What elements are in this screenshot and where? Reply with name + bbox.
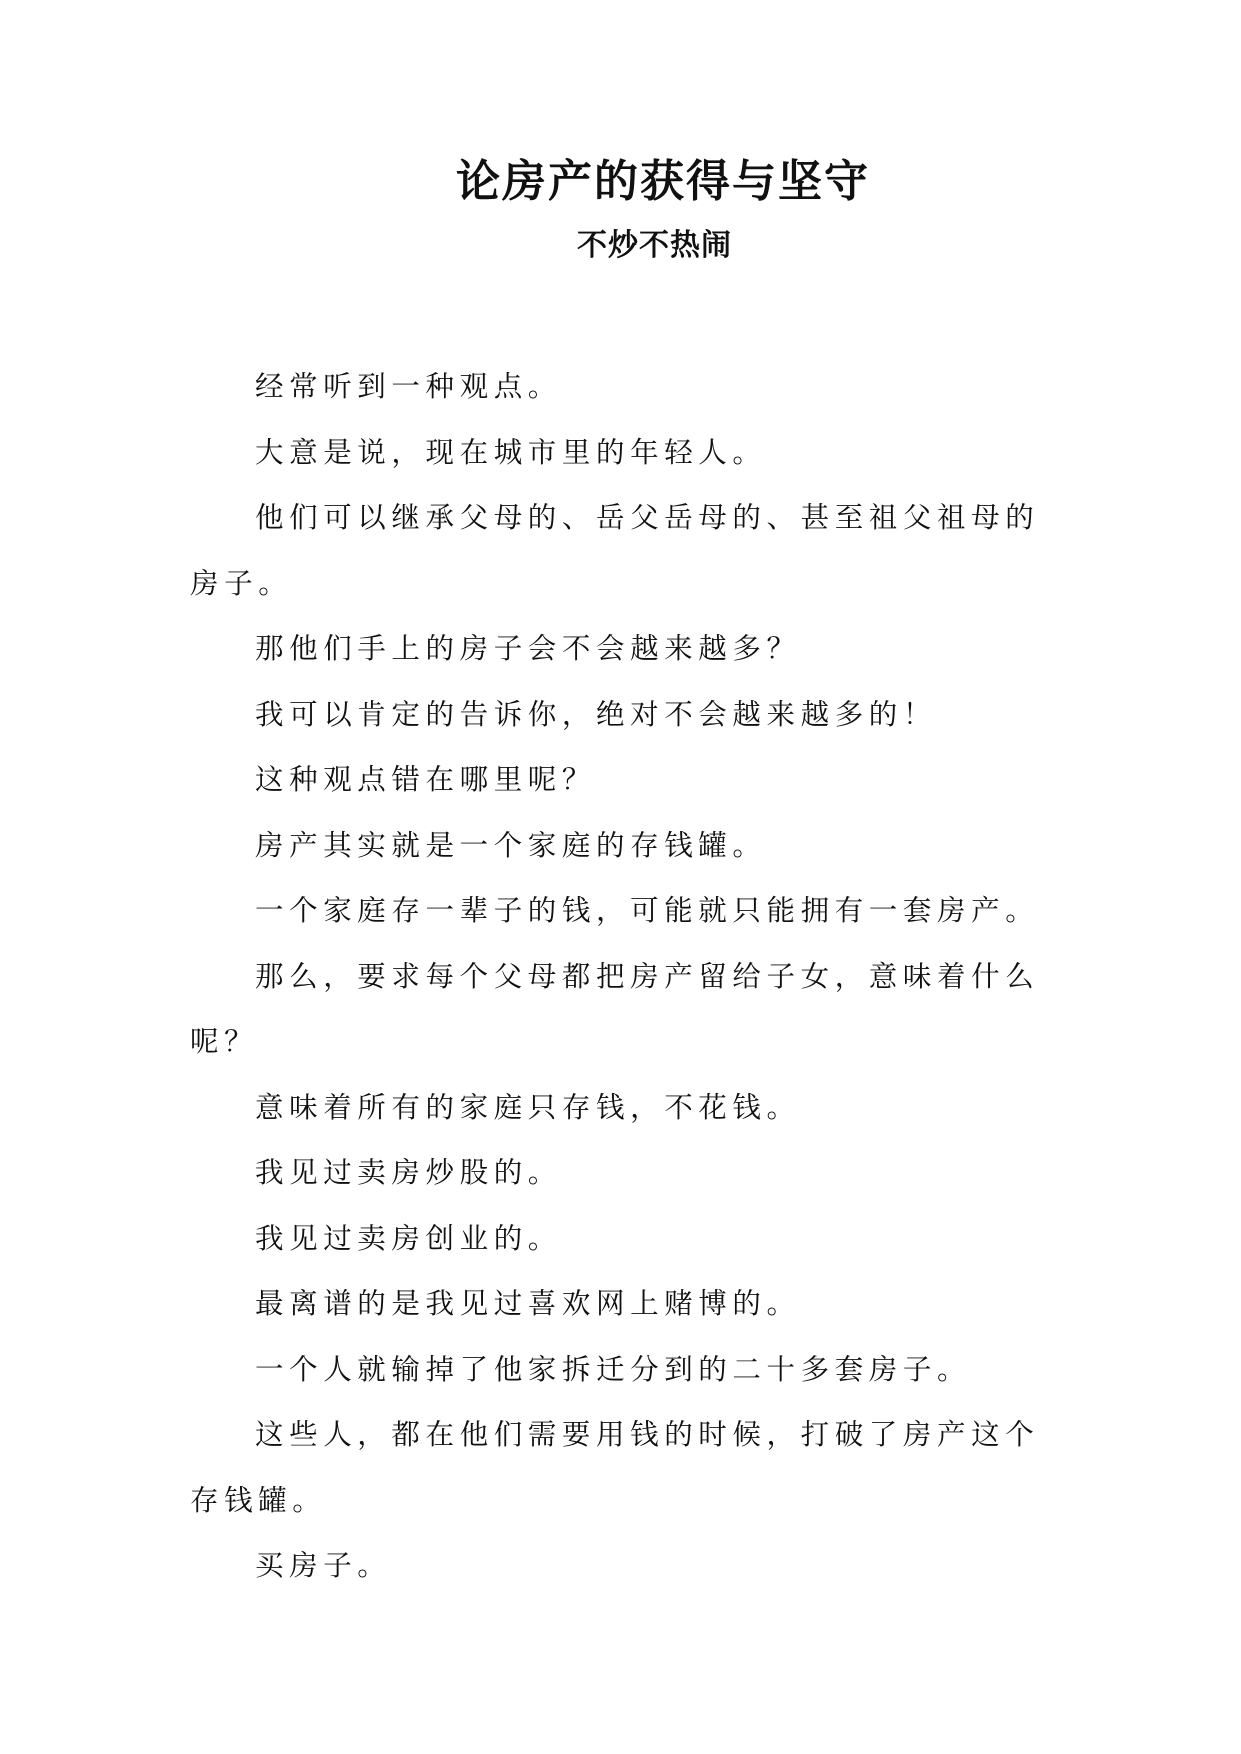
paragraph: 他们可以继承父母的、岳父岳母的、甚至祖父祖母的房子。 bbox=[190, 501, 1040, 600]
page-title: 论房产的获得与坚守 bbox=[456, 156, 870, 207]
paragraph: 这种观点错在哪里呢？ bbox=[255, 763, 597, 796]
paragraph: 一个家庭存一辈子的钱，可能就只能拥有一套房产。 bbox=[255, 894, 1040, 927]
paragraph: 房产其实就是一个家庭的存钱罐。 bbox=[255, 828, 767, 862]
paragraph: 最离谱的是我见过喜欢网上赌博的。 bbox=[255, 1287, 801, 1320]
paragraph: 我见过卖房炒股的。 bbox=[255, 1156, 562, 1189]
paragraph: 我见过卖房创业的。 bbox=[255, 1221, 562, 1255]
paragraph: 那么，要求每个父母都把房产留给子女，意味着什么呢？ bbox=[190, 959, 1040, 1058]
paragraph: 买房子。 bbox=[255, 1549, 392, 1582]
paragraph: 经常听到一种观点。 bbox=[255, 370, 562, 403]
paragraph: 大意是说，现在城市里的年轻人。 bbox=[255, 435, 767, 469]
article-body bbox=[190, 354, 1060, 1599]
paragraph: 这些人，都在他们需要用钱的时候，打破了房产这个存钱罐。 bbox=[190, 1418, 1040, 1517]
author-name: 不炒不热闹 bbox=[577, 228, 732, 263]
paragraph: 一个人就输掉了他家拆迁分到的二十多套房子。 bbox=[255, 1352, 972, 1386]
paragraph: 那他们手上的房子会不会越来越多？ bbox=[255, 632, 801, 665]
paragraph: 意味着所有的家庭只存钱，不花钱。 bbox=[255, 1090, 801, 1124]
paragraph: 我可以肯定的告诉你，绝对不会越来越多的！ bbox=[255, 697, 938, 731]
